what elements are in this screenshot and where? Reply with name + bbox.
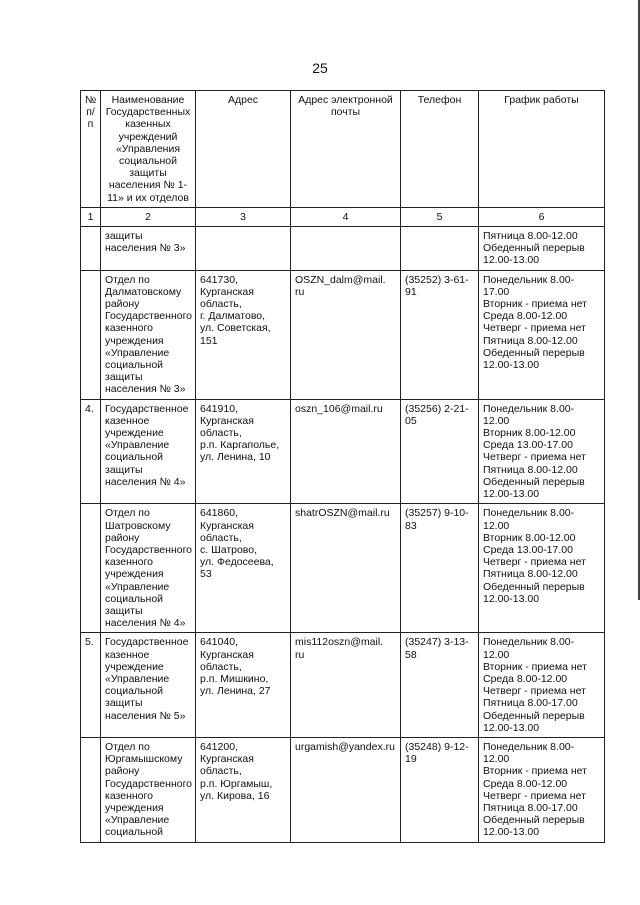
institution-name: Государственное казенное учреждение «Управление социальной защиты населения № 5» (101, 633, 196, 738)
header-schedule: График работы (479, 91, 605, 208)
institution-phone: (35247) 3-13- 58 (401, 633, 479, 738)
header-name: Наименование Государственных казенных учреждений «Управления социальной защиты населения № 1- 11» и их отделов (101, 91, 196, 208)
institution-address: 641730, Курганская область, г. Далматово, ул. Советская, 151 (196, 270, 291, 399)
institution-address: 641200, Курганская область, р.п. Юргамыш, ул. Кирова, 16 (196, 737, 291, 842)
institution-name: защиты населения № 3» (101, 227, 196, 271)
table-row (81, 633, 605, 738)
row-number (81, 270, 101, 399)
institution-schedule: Понедельник 8.00- 12.00 Вторник - приема нет Среда 8.00-12.00 Четверг - приема нет Пятница 8.00-17.00 Обеденный перерыв 12.00-13.00 (479, 737, 605, 842)
row-number (81, 504, 101, 633)
institutions-table (80, 90, 605, 843)
table-row (81, 737, 605, 842)
institution-address: 641040, Курганская область, р.п. Мишкино, ул. Ленина, 27 (196, 633, 291, 738)
institution-email: OSZN_dalm@mail. ru (291, 270, 401, 399)
column-number: 5 (401, 207, 479, 226)
table-row (81, 504, 605, 633)
table-row (81, 399, 605, 504)
column-number: 4 (291, 207, 401, 226)
institution-phone (401, 227, 479, 271)
institution-email: shatrOSZN@mail.ru (291, 504, 401, 633)
table-row (81, 227, 605, 271)
institution-name: Отдел по Юргамышскому району Государственного казенного учреждения «Управление социальной (101, 737, 196, 842)
header-email: Адрес электронной почты (291, 91, 401, 208)
page-number: 25 (312, 60, 328, 76)
institution-phone: (35248) 9-12- 19 (401, 737, 479, 842)
institution-email: oszn_106@mail.ru (291, 399, 401, 504)
institution-schedule: Понедельник 8.00- 17.00 Вторник - приема нет Среда 8.00-12.00 Четверг - приема нет Пятница 8.00-12.00 Обеденный перерыв 12.00-13.00 (479, 270, 605, 399)
header-address: Адрес (196, 91, 291, 208)
table-header-row (81, 91, 605, 208)
table-row (81, 270, 605, 399)
institution-schedule: Пятница 8.00-12.00 Обеденный перерыв 12.00-13.00 (479, 227, 605, 271)
row-number: 5. (81, 633, 101, 738)
institution-phone: (35252) 3-61- 91 (401, 270, 479, 399)
column-number-row (81, 207, 605, 226)
institution-schedule: Понедельник 8.00- 12.00 Вторник 8.00-12.00 Среда 13.00-17.00 Четверг - приема нет Пятница 8.00-12.00 Обеденный перерыв 12.00-13.00 (479, 399, 605, 504)
institution-address: 641910, Курганская область, р.п. Каргаполье, ул. Ленина, 10 (196, 399, 291, 504)
institution-address (196, 227, 291, 271)
column-number: 1 (81, 207, 101, 226)
institution-name: Государственное казенное учреждение «Управление социальной защиты населения № 4» (101, 399, 196, 504)
row-number (81, 227, 101, 271)
institution-phone: (35257) 9-10- 83 (401, 504, 479, 633)
row-number (81, 737, 101, 842)
header-number: № п/п (81, 91, 101, 208)
column-number: 6 (479, 207, 605, 226)
column-number: 2 (101, 207, 196, 226)
institution-name: Отдел по Далматовскому району Государственного казенного учреждения «Управление социальной защиты населения № 3» (101, 270, 196, 399)
institution-schedule: Понедельник 8.00- 12.00 Вторник - приема нет Среда 8.00-12.00 Четверг - приема нет Пятница 8.00-17.00 Обеденный перерыв 12.00-13.00 (479, 633, 605, 738)
header-phone: Телефон (401, 91, 479, 208)
institution-schedule: Понедельник 8.00- 12.00 Вторник 8.00-12.00 Среда 13.00-17.00 Четверг - приема нет Пятница 8.00-12.00 Обеденный перерыв 12.00-13.00 (479, 504, 605, 633)
row-number: 4. (81, 399, 101, 504)
institution-address: 641860, Курганская область, с. Шатрово, ул. Федосеева, 53 (196, 504, 291, 633)
institution-email: urgamish@yandex.ru (291, 737, 401, 842)
institution-name: Отдел по Шатровскому району Государственного казенного учреждения «Управление социальной защиты населения № 4» (101, 504, 196, 633)
institution-email (291, 227, 401, 271)
institution-phone: (35256) 2-21- 05 (401, 399, 479, 504)
institution-email: mis112oszn@mail. ru (291, 633, 401, 738)
column-number: 3 (196, 207, 291, 226)
